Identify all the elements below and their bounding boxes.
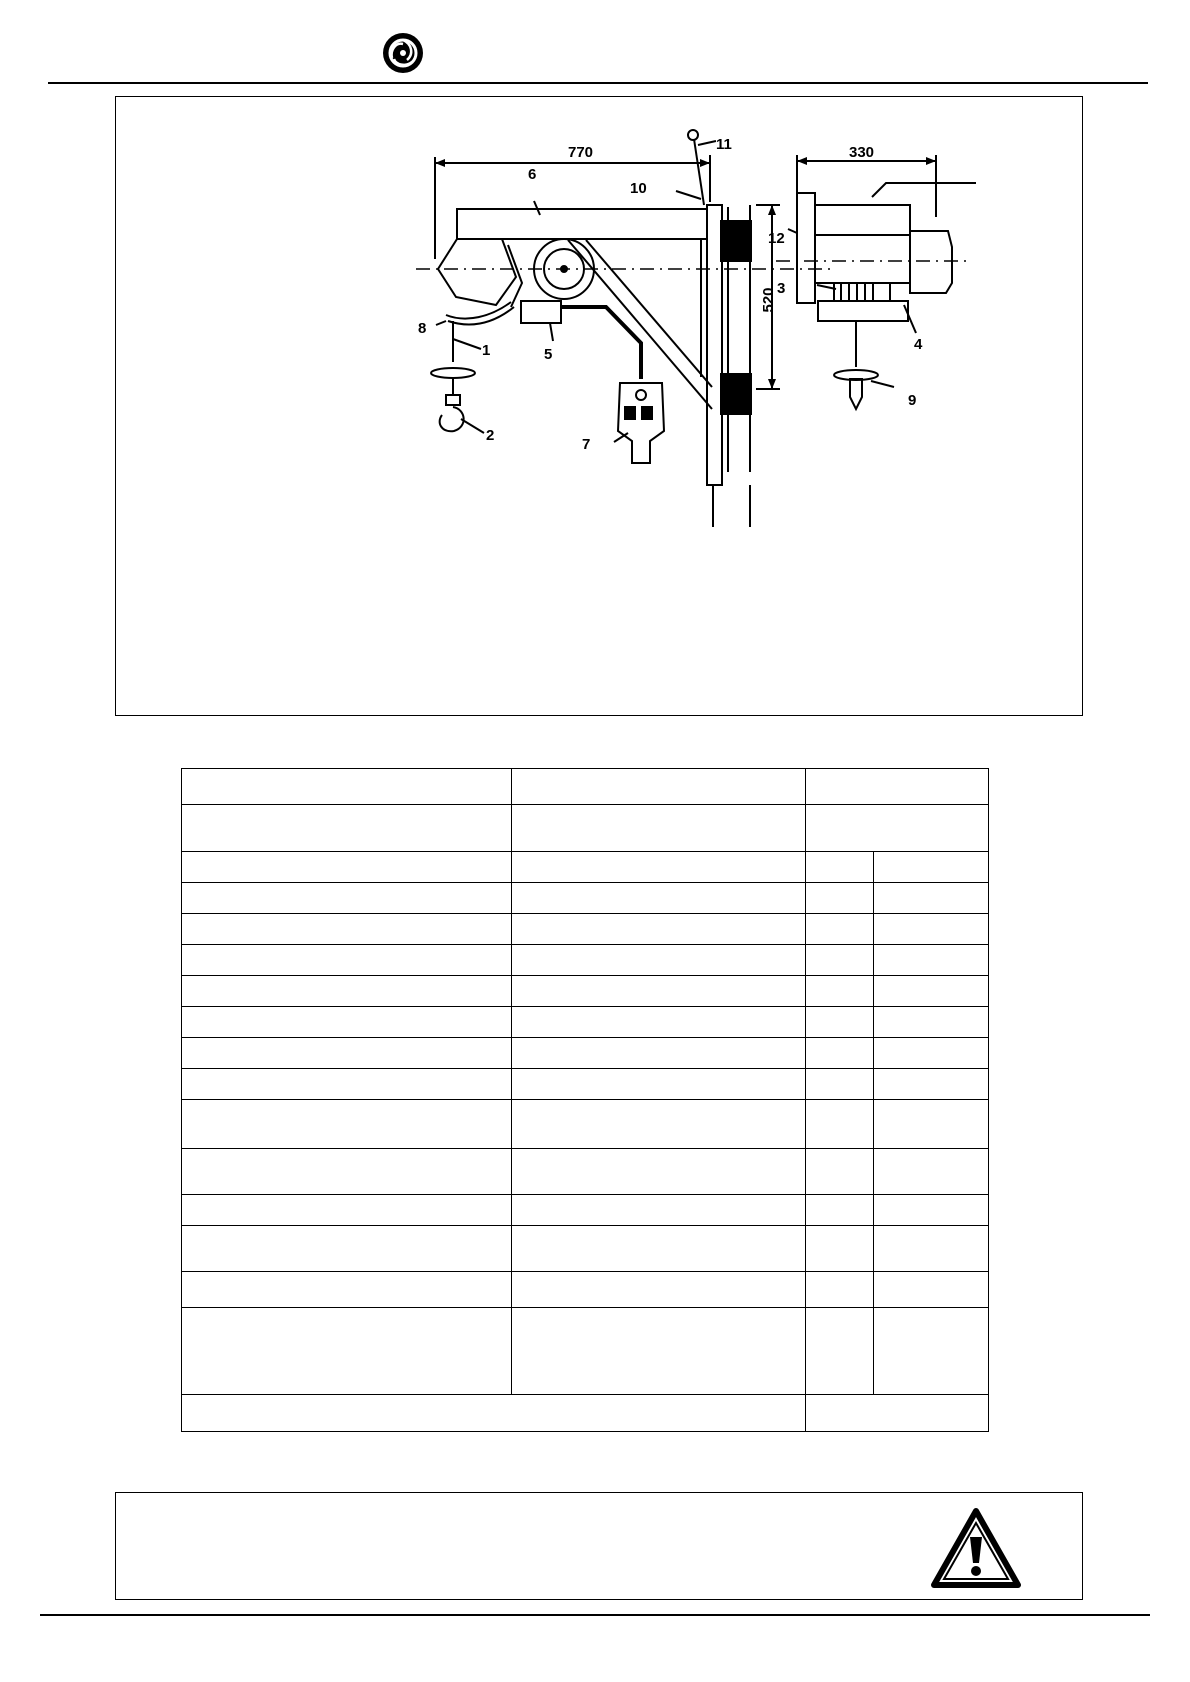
table-cell — [512, 805, 806, 852]
table-cell — [512, 945, 806, 976]
table-row — [182, 1069, 989, 1100]
table-cell — [874, 1069, 989, 1100]
callout-3: 3 — [777, 280, 786, 297]
table-cell — [806, 1069, 874, 1100]
table-cell — [806, 769, 989, 805]
table-cell — [806, 914, 874, 945]
callout-9: 9 — [908, 392, 917, 409]
table-cell — [182, 1226, 512, 1272]
table-row — [182, 1195, 989, 1226]
table-cell — [806, 976, 874, 1007]
dimension-width-label: 770 — [568, 144, 594, 161]
hoist-diagram-box — [115, 96, 1083, 716]
table-cell — [806, 805, 989, 852]
table-cell — [874, 852, 989, 883]
table-cell — [874, 1195, 989, 1226]
dimension-depth-label: 330 — [849, 144, 875, 161]
table-cell — [806, 1308, 874, 1395]
table-cell — [512, 852, 806, 883]
callout-11: 11 — [716, 136, 732, 153]
table-cell — [512, 1007, 806, 1038]
table-cell — [182, 976, 512, 1007]
callout-6: 6 — [528, 166, 537, 183]
table-row — [182, 805, 989, 852]
callout-7: 7 — [582, 436, 591, 453]
table-cell — [806, 1395, 989, 1432]
table-cell — [874, 1308, 989, 1395]
table-cell — [182, 1308, 512, 1395]
table-cell — [874, 1100, 989, 1149]
table-row — [182, 883, 989, 914]
callout-1: 1 — [482, 342, 491, 359]
table-cell — [512, 1100, 806, 1149]
table-cell — [182, 852, 512, 883]
hoist-technical-drawing — [116, 97, 1084, 717]
table-cell — [806, 1226, 874, 1272]
table-cell — [512, 976, 806, 1007]
table-cell — [512, 1069, 806, 1100]
table-cell — [182, 805, 512, 852]
table-cell — [182, 1038, 512, 1069]
spec-table — [181, 768, 989, 1432]
callout-10: 10 — [630, 180, 647, 197]
table-cell — [874, 1272, 989, 1308]
header-rule — [48, 82, 1148, 84]
table-row — [182, 852, 989, 883]
table-cell — [182, 1069, 512, 1100]
callout-5: 5 — [544, 346, 553, 363]
table-cell — [806, 883, 874, 914]
table-row — [182, 1100, 989, 1149]
brand-logo-icon — [382, 32, 424, 74]
table-cell — [182, 1195, 512, 1226]
table-cell — [512, 1038, 806, 1069]
table-footer-row — [182, 1395, 989, 1432]
table-cell — [806, 1195, 874, 1226]
table-row — [182, 1007, 989, 1038]
table-cell — [512, 769, 806, 805]
table-header-row — [182, 769, 989, 805]
table-cell — [874, 1007, 989, 1038]
table-row — [182, 1038, 989, 1069]
table-cell — [874, 976, 989, 1007]
callout-2: 2 — [486, 427, 495, 444]
table-cell — [512, 1149, 806, 1195]
table-cell — [182, 945, 512, 976]
table-cell — [874, 914, 989, 945]
table-row — [182, 1226, 989, 1272]
table-cell — [874, 1038, 989, 1069]
table-cell — [512, 1195, 806, 1226]
table-row — [182, 976, 989, 1007]
table-cell — [182, 1149, 512, 1195]
table-cell — [512, 1272, 806, 1308]
table-cell — [806, 945, 874, 976]
table-cell — [182, 914, 512, 945]
table-cell — [806, 1100, 874, 1149]
table-cell — [512, 1226, 806, 1272]
table-cell — [806, 1272, 874, 1308]
table-cell — [512, 883, 806, 914]
warning-triangle-icon — [930, 1507, 1022, 1589]
table-cell — [874, 945, 989, 976]
table-cell — [806, 1007, 874, 1038]
table-cell — [182, 1100, 512, 1149]
table-row — [182, 945, 989, 976]
table-cell — [182, 1395, 806, 1432]
table-cell — [874, 1226, 989, 1272]
table-cell — [512, 914, 806, 945]
callout-8: 8 — [418, 320, 427, 337]
warning-box — [115, 1492, 1083, 1600]
table-cell — [874, 883, 989, 914]
table-cell — [512, 1308, 806, 1395]
table-cell — [182, 1272, 512, 1308]
table-cell — [182, 769, 512, 805]
callout-4: 4 — [914, 336, 923, 353]
table-cell — [182, 883, 512, 914]
table-cell — [874, 1149, 989, 1195]
table-cell — [806, 1038, 874, 1069]
table-row — [182, 1149, 989, 1195]
dimension-height-label: 520 — [760, 287, 777, 313]
footer-rule — [40, 1614, 1150, 1616]
callout-12: 12 — [768, 230, 785, 247]
table-cell — [182, 1007, 512, 1038]
table-cell — [806, 1149, 874, 1195]
table-row — [182, 1308, 989, 1395]
table-row — [182, 914, 989, 945]
table-cell — [806, 852, 874, 883]
table-row — [182, 1272, 989, 1308]
